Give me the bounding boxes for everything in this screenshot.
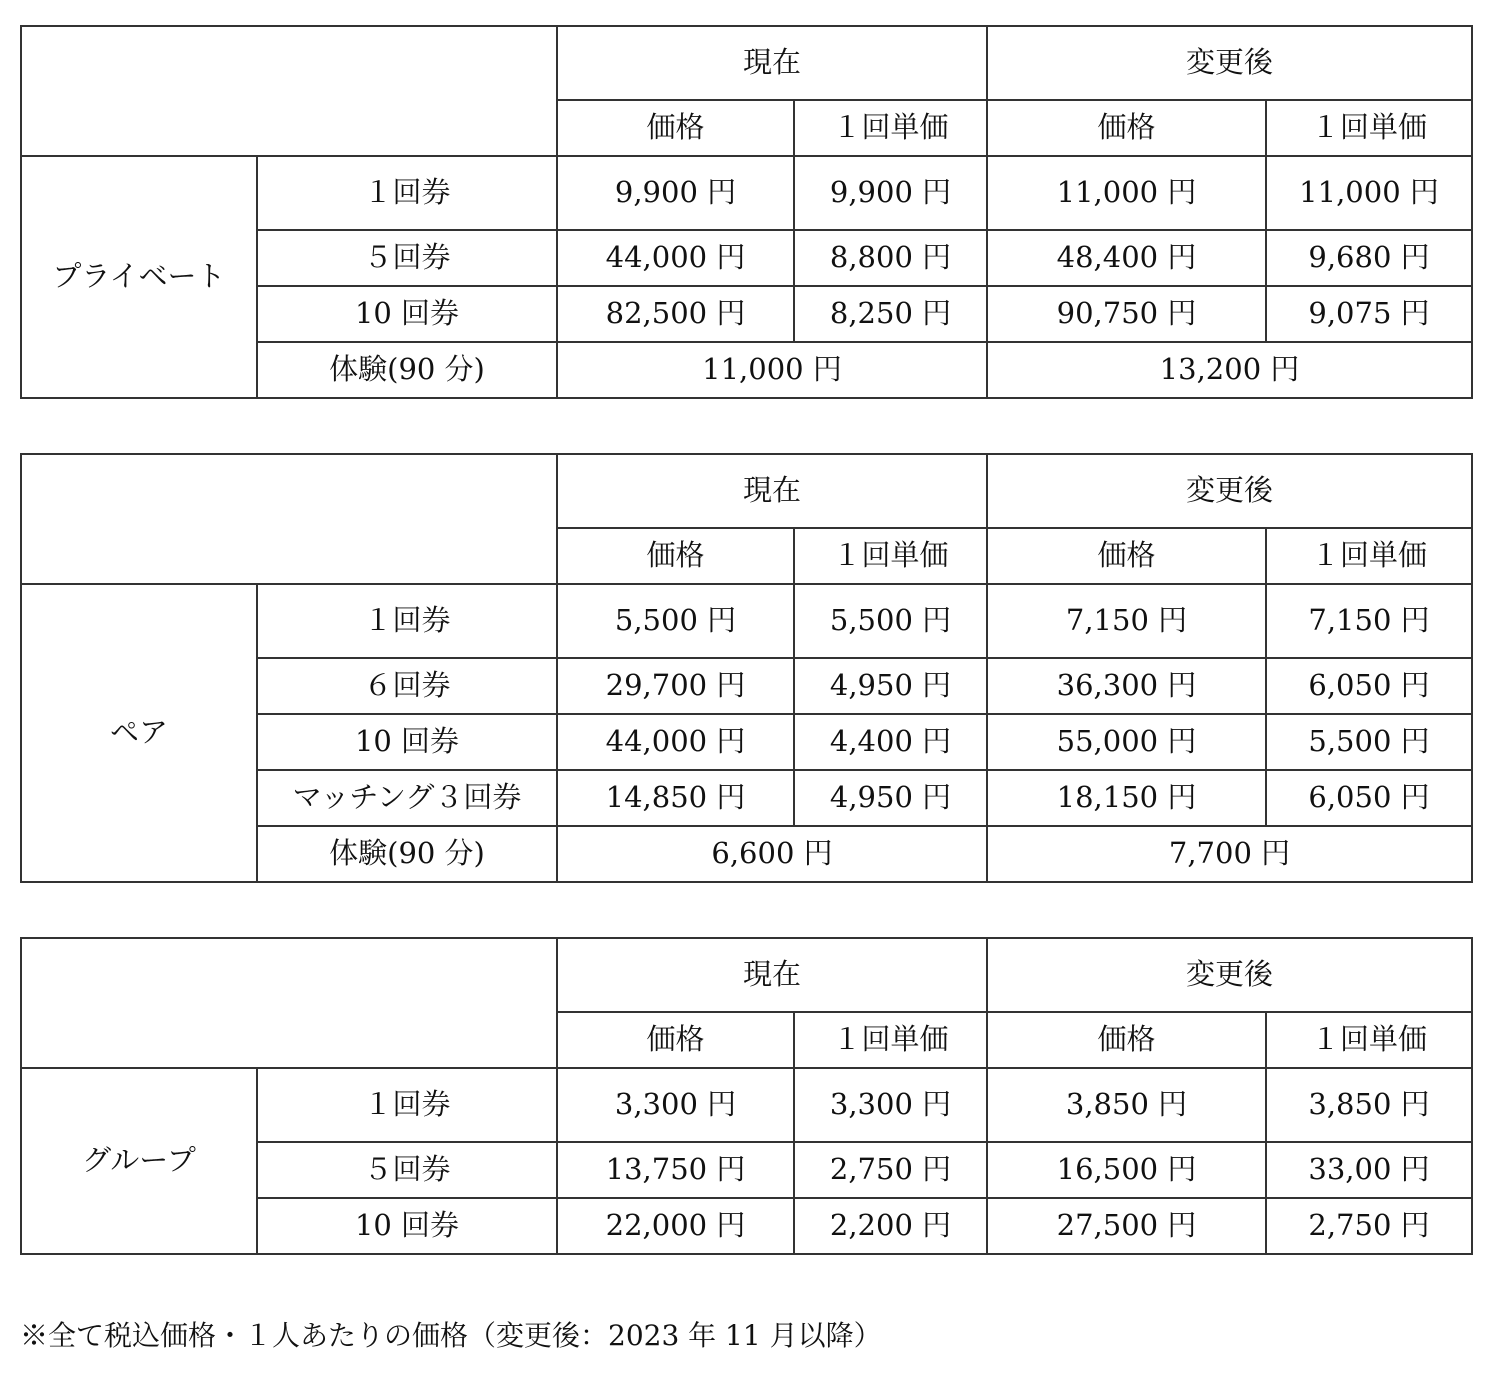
after-price: 16,500 円 <box>987 1142 1266 1198</box>
after-unit-price: 2,750 円 <box>1266 1198 1472 1254</box>
footnote: ※全て税込価格・１人あたりの価格（変更後：2023 年 11 月以降） <box>20 1319 882 1352</box>
after-unit-price: 3,850 円 <box>1266 1068 1472 1142</box>
current-unit-price: 8,250 円 <box>794 286 987 342</box>
after-price: 7,150 円 <box>987 584 1266 658</box>
after-price: 48,400 円 <box>987 230 1266 286</box>
header-current-unit-price: １回単価 <box>794 1012 987 1068</box>
current-unit-price: 9,900 円 <box>794 156 987 230</box>
after-price: 27,500 円 <box>987 1198 1266 1254</box>
header-blank-cell <box>21 26 557 156</box>
ticket-label: 10 回券 <box>257 286 557 342</box>
header-after-unit-price: １回単価 <box>1266 1012 1472 1068</box>
ticket-label: ５回券 <box>257 230 557 286</box>
ticket-label: 10 回券 <box>257 1198 557 1254</box>
header-current: 現在 <box>557 26 987 100</box>
header-current-unit-price: １回単価 <box>794 528 987 584</box>
current-unit-price: 2,200 円 <box>794 1198 987 1254</box>
after-unit-price: 6,050 円 <box>1266 770 1472 826</box>
current-price: 14,850 円 <box>557 770 794 826</box>
current-price: 13,750 円 <box>557 1142 794 1198</box>
category-label: グループ <box>21 1068 257 1254</box>
current-unit-price: 8,800 円 <box>794 230 987 286</box>
price-table-private <box>20 25 1473 399</box>
after-price: 90,750 円 <box>987 286 1266 342</box>
current-unit-price: 3,300 円 <box>794 1068 987 1142</box>
after-price: 55,000 円 <box>987 714 1266 770</box>
header-after: 変更後 <box>987 26 1472 100</box>
header-current: 現在 <box>557 454 987 528</box>
ticket-label: 10 回券 <box>257 714 557 770</box>
trial-after-price: 13,200 円 <box>987 342 1472 398</box>
after-unit-price: 6,050 円 <box>1266 658 1472 714</box>
category-label: ペア <box>21 584 257 882</box>
current-price: 82,500 円 <box>557 286 794 342</box>
after-unit-price: 33,00 円 <box>1266 1142 1472 1198</box>
after-price: 36,300 円 <box>987 658 1266 714</box>
ticket-label: １回券 <box>257 156 557 230</box>
ticket-label: ６回券 <box>257 658 557 714</box>
after-unit-price: 9,680 円 <box>1266 230 1472 286</box>
table-row <box>21 156 1472 230</box>
trial-after-price: 7,700 円 <box>987 826 1472 882</box>
ticket-label: １回券 <box>257 1068 557 1142</box>
after-price: 11,000 円 <box>987 156 1266 230</box>
table-row <box>21 584 1472 658</box>
category-label: プライベート <box>21 156 257 398</box>
current-price: 3,300 円 <box>557 1068 794 1142</box>
header-blank-cell <box>21 938 557 1068</box>
current-price: 5,500 円 <box>557 584 794 658</box>
header-current: 現在 <box>557 938 987 1012</box>
price-table-group <box>20 937 1473 1255</box>
header-after-unit-price: １回単価 <box>1266 100 1472 156</box>
current-unit-price: 5,500 円 <box>794 584 987 658</box>
current-unit-price: 2,750 円 <box>794 1142 987 1198</box>
header-after-price: 価格 <box>987 1012 1266 1068</box>
trial-label: 体験(90 分) <box>257 342 557 398</box>
header-current-price: 価格 <box>557 100 794 156</box>
after-unit-price: 7,150 円 <box>1266 584 1472 658</box>
after-unit-price: 5,500 円 <box>1266 714 1472 770</box>
after-unit-price: 11,000 円 <box>1266 156 1472 230</box>
trial-current-price: 11,000 円 <box>557 342 987 398</box>
trial-label: 体験(90 分) <box>257 826 557 882</box>
header-after-price: 価格 <box>987 100 1266 156</box>
current-unit-price: 4,950 円 <box>794 658 987 714</box>
header-current-unit-price: １回単価 <box>794 100 987 156</box>
current-price: 29,700 円 <box>557 658 794 714</box>
current-unit-price: 4,400 円 <box>794 714 987 770</box>
after-price: 3,850 円 <box>987 1068 1266 1142</box>
after-price: 18,150 円 <box>987 770 1266 826</box>
header-after: 変更後 <box>987 938 1472 1012</box>
header-after-price: 価格 <box>987 528 1266 584</box>
header-current-price: 価格 <box>557 1012 794 1068</box>
header-blank-cell <box>21 454 557 584</box>
price-table-pair <box>20 453 1473 883</box>
header-after-unit-price: １回単価 <box>1266 528 1472 584</box>
trial-current-price: 6,600 円 <box>557 826 987 882</box>
current-price: 44,000 円 <box>557 230 794 286</box>
current-price: 22,000 円 <box>557 1198 794 1254</box>
current-price: 9,900 円 <box>557 156 794 230</box>
table-row <box>21 1068 1472 1142</box>
header-after: 変更後 <box>987 454 1472 528</box>
ticket-label: １回券 <box>257 584 557 658</box>
current-price: 44,000 円 <box>557 714 794 770</box>
header-current-price: 価格 <box>557 528 794 584</box>
ticket-label: マッチング３回券 <box>257 770 557 826</box>
after-unit-price: 9,075 円 <box>1266 286 1472 342</box>
ticket-label: ５回券 <box>257 1142 557 1198</box>
current-unit-price: 4,950 円 <box>794 770 987 826</box>
